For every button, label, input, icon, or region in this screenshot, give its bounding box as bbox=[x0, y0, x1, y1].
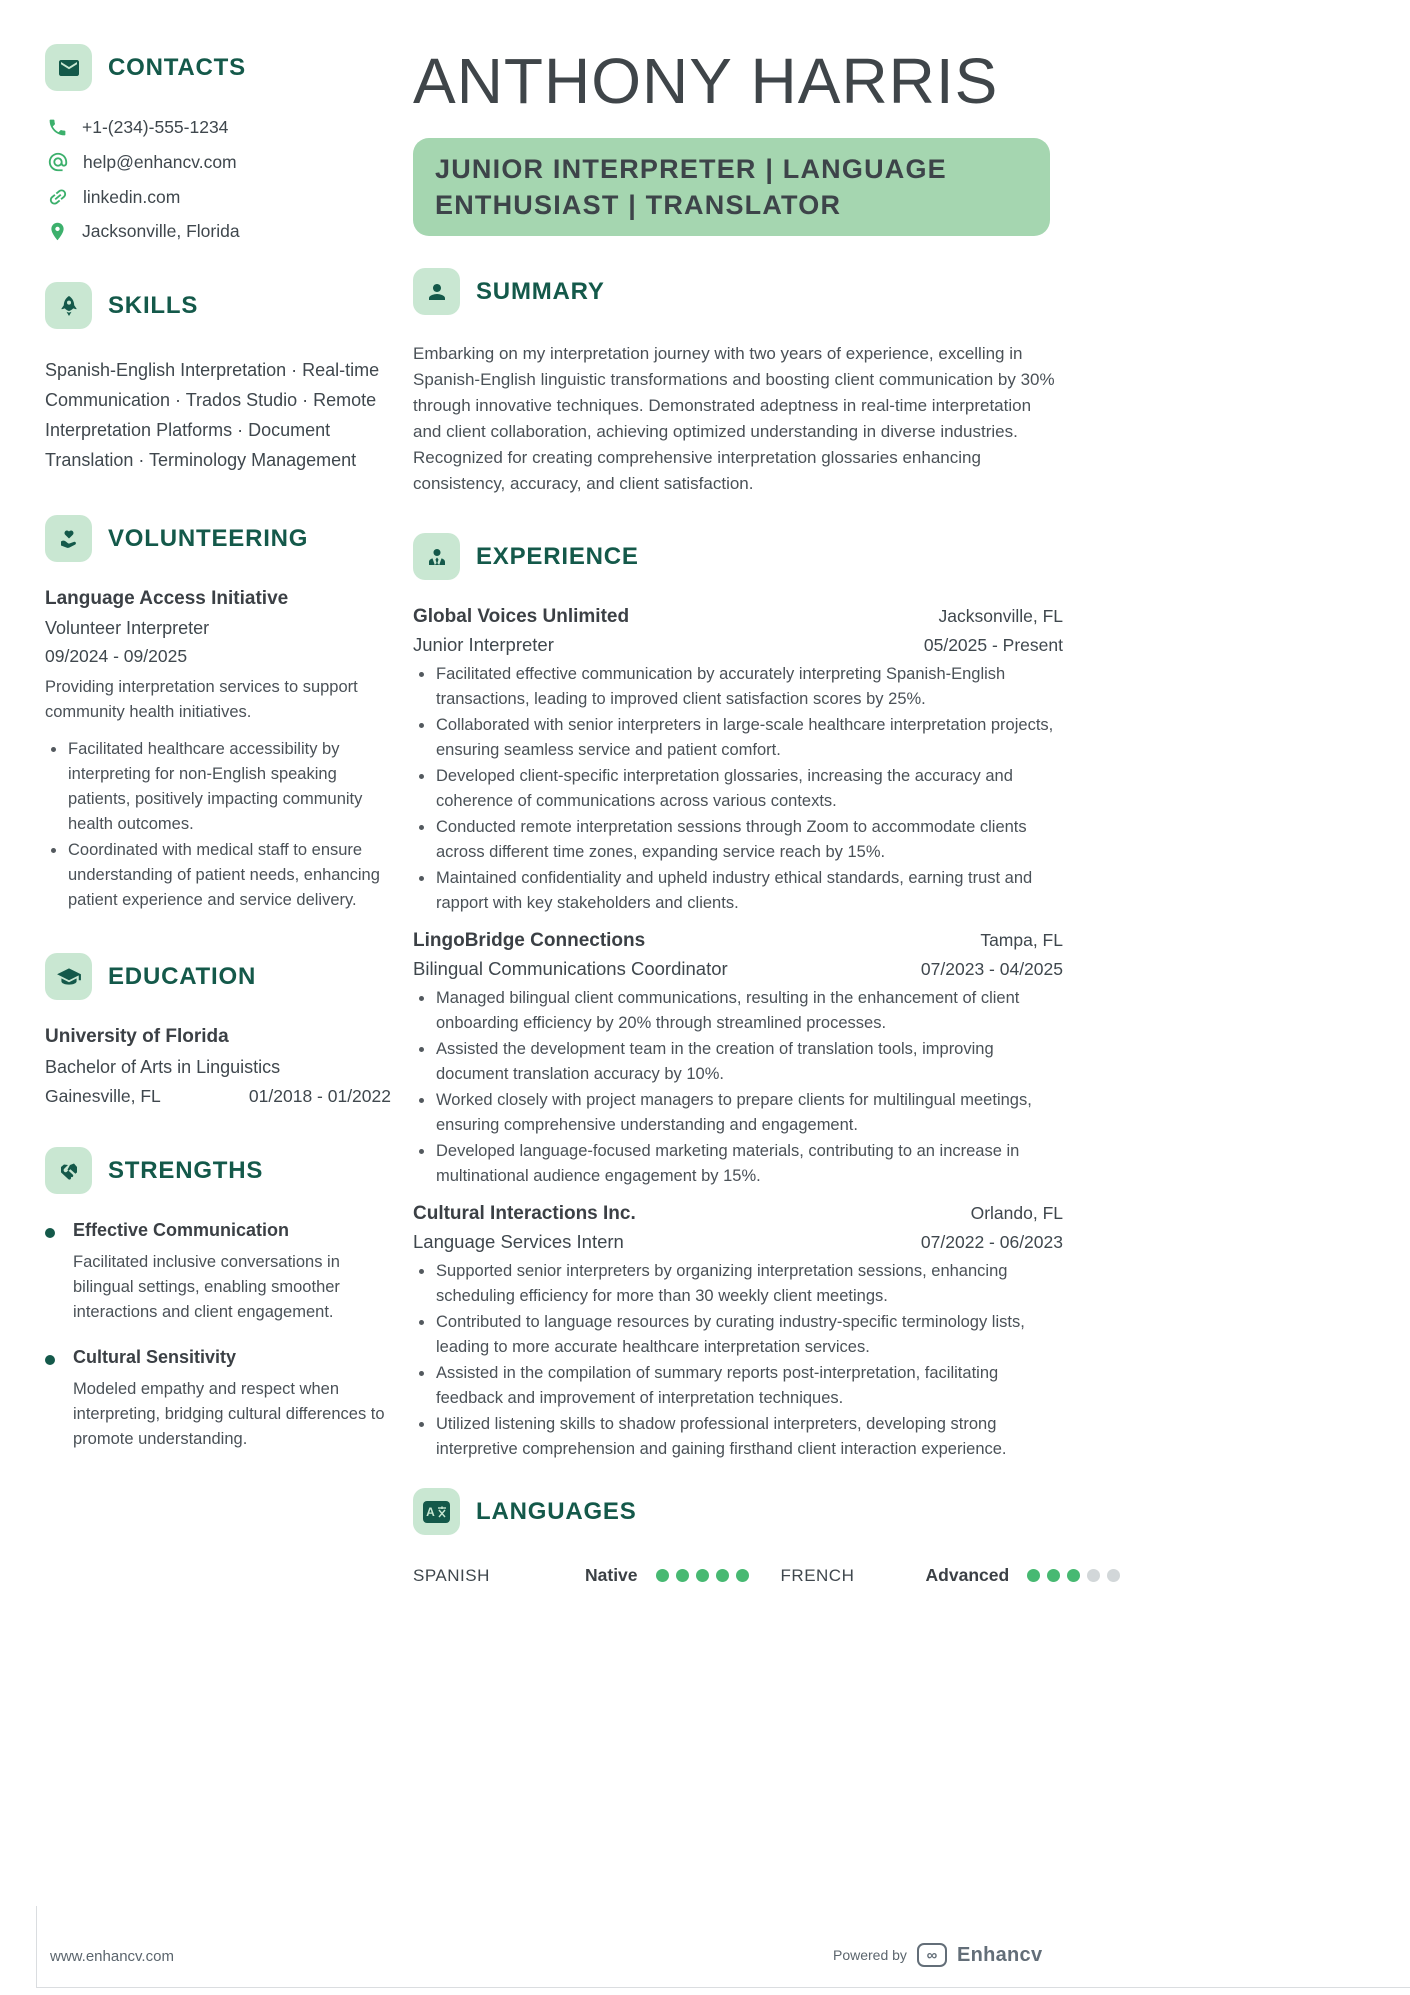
strengths-heading: STRENGTHS bbox=[108, 1156, 264, 1184]
job-bullet: Assisted in the compilation of summary reports post-interpretation, facilitating feedback and improvement of interpretation techniques. bbox=[413, 1361, 1063, 1411]
level-dot bbox=[1107, 1569, 1120, 1582]
contact-location bbox=[47, 221, 391, 242]
linkedin-link[interactable]: linkedin.com bbox=[83, 186, 181, 207]
language-name: SPANISH bbox=[413, 1565, 490, 1585]
person-icon bbox=[413, 268, 460, 315]
skills-list: Spanish-English Interpretation · Real-time Communication · Trados Studio · Remote Interpretation Platforms · Document Translation · Terminology Management bbox=[45, 360, 380, 470]
education-dates: 01/2018 - 01/2022 bbox=[248, 1086, 391, 1106]
contacts-section-heading bbox=[45, 44, 391, 91]
experience-entry bbox=[413, 1203, 1063, 1462]
job-role: Language Services Intern bbox=[413, 1231, 624, 1252]
main-content bbox=[413, 44, 1063, 1586]
job-bullet: Assisted the development team in the creation of translation tools, improving document translation accuracy by 10%. bbox=[413, 1037, 1063, 1087]
mail-icon bbox=[45, 44, 92, 91]
job-bullet: Contributed to language resources by curating industry-specific terminology lists, leading to more accurate healthcare interpretation services. bbox=[413, 1310, 1063, 1360]
language-item bbox=[781, 1565, 1121, 1586]
sidebar bbox=[45, 44, 391, 1586]
volunteering-section-heading bbox=[45, 515, 391, 562]
contacts-heading: CONTACTS bbox=[108, 53, 246, 81]
job-bullets bbox=[413, 1259, 1063, 1462]
powered-by-brand[interactable] bbox=[833, 1943, 1042, 1967]
strength-item bbox=[45, 1347, 391, 1452]
strength-description: Modeled empathy and respect when interpreting, bridging cultural differences to promote understanding. bbox=[73, 1380, 385, 1448]
bullet-dot-icon bbox=[45, 1228, 55, 1238]
level-dot bbox=[656, 1569, 669, 1582]
strength-title: Effective Communication bbox=[73, 1220, 290, 1240]
volunteering-organization: Language Access Initiative bbox=[45, 588, 289, 609]
handshake-icon bbox=[45, 1147, 92, 1194]
powered-by-label: Powered by bbox=[833, 1947, 907, 1963]
experience-heading: EXPERIENCE bbox=[476, 542, 639, 570]
job-location: Orlando, FL bbox=[970, 1203, 1063, 1223]
language-level-dots bbox=[1027, 1569, 1120, 1582]
job-role: Bilingual Communications Coordinator bbox=[413, 958, 728, 979]
contact-list bbox=[47, 117, 391, 242]
graduation-cap-icon bbox=[45, 953, 92, 1000]
level-dot bbox=[1027, 1569, 1040, 1582]
website-link[interactable]: www.enhancv.com bbox=[50, 1948, 174, 1965]
phone-icon bbox=[47, 117, 68, 138]
education-section-heading bbox=[45, 953, 391, 1000]
strength-item bbox=[45, 1220, 391, 1325]
job-company: Cultural Interactions Inc. bbox=[413, 1203, 636, 1224]
education-degree: Bachelor of Arts in Linguistics bbox=[45, 1057, 281, 1077]
location-icon bbox=[47, 221, 68, 242]
volunteering-description: Providing interpretation services to support community health initiatives. bbox=[45, 678, 358, 721]
education-school: University of Florida bbox=[45, 1026, 229, 1047]
job-company: Global Voices Unlimited bbox=[413, 606, 630, 627]
volunteering-bullets bbox=[45, 737, 391, 913]
rocket-icon bbox=[45, 282, 92, 329]
level-dot bbox=[1087, 1569, 1100, 1582]
education-location: Gainesville, FL bbox=[45, 1086, 161, 1106]
heart-hand-icon bbox=[45, 515, 92, 562]
volunteering-heading: VOLUNTEERING bbox=[108, 524, 309, 552]
languages-section bbox=[413, 1488, 1063, 1586]
volunteering-dates: 09/2024 - 09/2025 bbox=[45, 646, 188, 666]
language-level-dots bbox=[656, 1569, 749, 1582]
job-title-badge: JUNIOR INTERPRETER | LANGUAGE ENTHUSIAST | TRANSLATOR bbox=[413, 138, 1050, 236]
job-bullet: Worked closely with project managers to prepare clients for multilingual meetings, ensuring comprehensive understanding and engagement. bbox=[413, 1088, 1063, 1138]
education-heading: EDUCATION bbox=[108, 962, 257, 990]
contact-email[interactable] bbox=[47, 151, 391, 173]
enhancv-logo-icon: ∞ bbox=[917, 1943, 947, 1967]
job-bullet: Utilized listening skills to shadow professional interpreters, developing strong interpretive comprehension and gaining firsthand client interaction experience. bbox=[413, 1412, 1063, 1462]
strength-title: Cultural Sensitivity bbox=[73, 1347, 237, 1367]
languages-section-heading bbox=[413, 1488, 1063, 1535]
language-name: FRENCH bbox=[780, 1565, 855, 1585]
languages-heading: LANGUAGES bbox=[476, 1497, 637, 1525]
person-suit-icon bbox=[413, 533, 460, 580]
level-dot bbox=[1047, 1569, 1060, 1582]
job-bullet: Maintained confidentiality and upheld industry ethical standards, earning trust and rapport with key stakeholders and clients. bbox=[413, 866, 1063, 916]
education-meta bbox=[45, 1086, 391, 1107]
languages-row bbox=[413, 1565, 1063, 1586]
experience-entry bbox=[413, 930, 1063, 1189]
job-bullets bbox=[413, 662, 1063, 916]
experience-section-heading bbox=[413, 533, 1063, 580]
strengths-section-heading bbox=[45, 1147, 391, 1194]
language-level: Native bbox=[585, 1565, 638, 1585]
job-company: LingoBridge Connections bbox=[413, 930, 646, 951]
level-dot bbox=[736, 1569, 749, 1582]
volunteering-bullet: Facilitated healthcare accessibility by interpreting for non-English speaking patients, positively impacting community health outcomes. bbox=[45, 737, 391, 837]
experience-entry bbox=[413, 606, 1063, 916]
at-icon bbox=[47, 151, 69, 173]
level-dot bbox=[676, 1569, 689, 1582]
contact-linkedin[interactable] bbox=[47, 186, 391, 208]
language-level: Advanced bbox=[925, 1565, 1010, 1585]
job-location: Jacksonville, FL bbox=[938, 606, 1063, 626]
language-item bbox=[413, 1565, 749, 1586]
job-location: Tampa, FL bbox=[980, 930, 1063, 950]
strength-description: Facilitated inclusive conversations in bilingual settings, enabling smoother interactions and client engagement. bbox=[73, 1253, 340, 1321]
job-bullet: Developed client-specific interpretation glossaries, increasing the accuracy and coherence of communications across various contexts. bbox=[413, 764, 1063, 814]
job-bullet: Supported senior interpreters by organizing interpretation sessions, enhancing scheduling efficiency for more than 30 weekly client meetings. bbox=[413, 1259, 1063, 1309]
enhancv-brand-name: Enhancv bbox=[956, 1943, 1043, 1966]
phone-number: +1-(234)-555-1234 bbox=[82, 117, 229, 137]
link-icon bbox=[47, 186, 69, 208]
skills-section-heading bbox=[45, 282, 391, 329]
volunteering-bullet: Coordinated with medical staff to ensure understanding of patient needs, enhancing patient experience and service delivery. bbox=[45, 838, 391, 913]
bullet-dot-icon bbox=[45, 1355, 55, 1365]
experience-section bbox=[413, 533, 1063, 1462]
level-dot bbox=[696, 1569, 709, 1582]
summary-section-heading bbox=[413, 268, 1063, 315]
skills-heading: SKILLS bbox=[108, 291, 199, 319]
candidate-name: ANTHONY HARRIS bbox=[413, 45, 999, 117]
email-link[interactable]: help@enhancv.com bbox=[83, 151, 237, 172]
job-bullet: Developed language-focused marketing materials, contributing to an increase in multinational audience engagement by 15%. bbox=[413, 1139, 1063, 1189]
location-text: Jacksonville, Florida bbox=[82, 221, 240, 241]
level-dot bbox=[1067, 1569, 1080, 1582]
job-dates: 05/2025 - Present bbox=[923, 635, 1063, 655]
page-edge-line bbox=[36, 1906, 1410, 1988]
contact-phone bbox=[47, 117, 391, 138]
translate-icon: A bbox=[413, 1488, 460, 1535]
job-role: Junior Interpreter bbox=[413, 634, 554, 655]
level-dot bbox=[716, 1569, 729, 1582]
job-bullets bbox=[413, 986, 1063, 1189]
job-bullet: Facilitated effective communication by accurately interpreting Spanish-English transactions, leading to improved client satisfaction scores by 25%. bbox=[413, 662, 1063, 712]
job-dates: 07/2022 - 06/2023 bbox=[920, 1232, 1063, 1252]
summary-heading: SUMMARY bbox=[476, 277, 605, 305]
job-bullet: Conducted remote interpretation sessions through Zoom to accommodate clients across different time zones, expanding service reach by 15%. bbox=[413, 815, 1063, 865]
job-bullet: Collaborated with senior interpreters in large-scale healthcare interpretation projects, ensuring seamless service and patient comfort. bbox=[413, 713, 1063, 763]
summary-text: Embarking on my interpretation journey with two years of experience, excelling in Spanish-English linguistic transformations and boosting client communication by 30% through innovative techniques. Demonstrated adeptness in real-time interpretation and client collaboration, achieving optimized understanding in diverse industries. Recognized for creating comprehensive interpretation glossaries enhancing consistency, accuracy, and client satisfaction. bbox=[413, 344, 1055, 493]
job-bullet: Managed bilingual client communications, resulting in the enhancement of client onboarding efficiency by 20% through streamlined processes. bbox=[413, 986, 1063, 1036]
volunteering-role: Volunteer Interpreter bbox=[45, 618, 210, 638]
job-dates: 07/2023 - 04/2025 bbox=[920, 959, 1063, 979]
